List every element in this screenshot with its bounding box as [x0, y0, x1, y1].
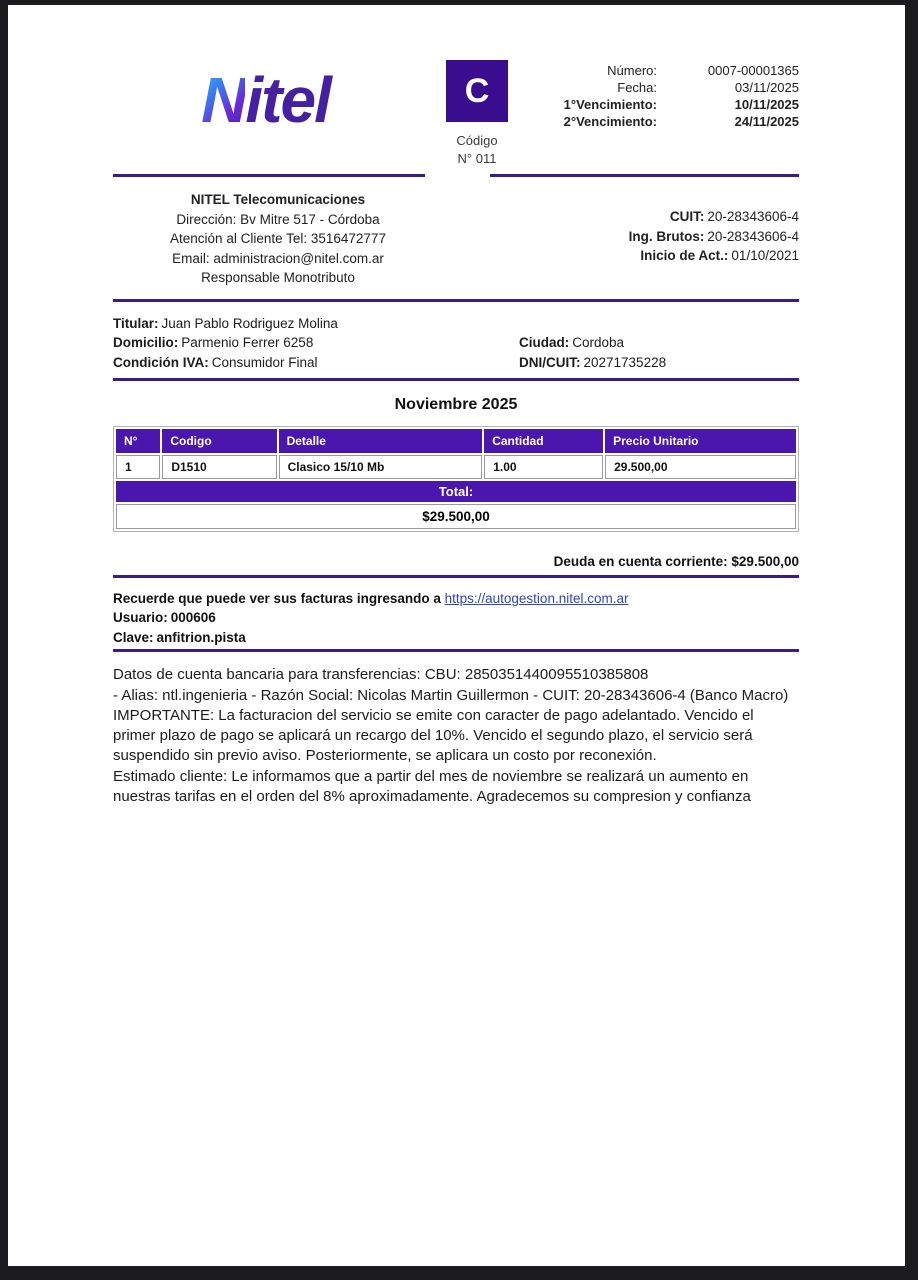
nitel-logo-rest: itel [245, 64, 330, 136]
brand-logo-wrap [113, 60, 418, 136]
invoice-header [113, 60, 799, 167]
invoice-type-badge: C [446, 60, 508, 122]
ciudad-value: Cordoba [572, 335, 625, 351]
header-divider-right [490, 174, 799, 177]
portal-clave [113, 628, 799, 648]
company-name: NITEL Telecomunicaciones [190, 192, 366, 208]
invoice-type-code [456, 132, 497, 167]
numero-value: 0007-00001365 [707, 63, 799, 78]
cuit-value: 20-28343606-4 [707, 209, 799, 225]
item-precio: 29.500,00 [605, 455, 796, 479]
usuario-value: 000606 [170, 610, 216, 626]
header-divider-gap [425, 174, 490, 177]
numero-label: Número: [607, 63, 657, 78]
codigo-label: Código [456, 133, 498, 148]
company-email: Email: administracion@nitel.com.ar [172, 250, 384, 266]
dni-cuit-label: DNI/CUIT: [519, 355, 581, 371]
vencimiento2-label: 2°Vencimiento: [563, 114, 657, 129]
clave-value: anfitrion.pista [156, 629, 246, 645]
company-tax-ids [443, 190, 799, 288]
invoice-page [8, 5, 905, 1266]
company-inicio-act [443, 246, 799, 266]
inicio-act-value: 01/10/2021 [731, 248, 799, 264]
total-value: $29.500,00 [116, 504, 796, 529]
ing-brutos-value: 20-28343606-4 [707, 228, 799, 244]
ciudad-label: Ciudad: [519, 335, 570, 351]
period-title: Noviembre 2025 [394, 395, 518, 413]
company-info [113, 190, 443, 288]
note-importante: IMPORTANTE: La facturacion del servicio se emite con caracter de pago adelantado. Vencido el primer plazo de pago se aplicará un recargo del 10%. Vencido el segundo plazo, el servicio será suspendido sin previo aviso. Posteriormente, se aplicara un costo por reconexión. [113, 706, 754, 765]
col-header-detalle: Detalle [279, 429, 483, 453]
condicion-iva-value: Consumidor Final [211, 355, 318, 371]
meta-row-numero [536, 64, 799, 77]
item-detalle: Clasico 15/10 Mb [279, 455, 483, 479]
section-divider-4 [113, 649, 799, 652]
codigo-number: N° 011 [457, 150, 497, 166]
col-header-codigo: Codigo [162, 429, 276, 453]
customer-row-condicion [113, 353, 799, 373]
note-bank-cbu: Datos de cuenta bancaria para transferencias: CBU: 2850351440095510385808 [113, 666, 649, 684]
nitel-logo-n: N [201, 64, 246, 136]
company-address: Dirección: Bv Mitre 517 - Córdoba [176, 211, 380, 227]
nitel-logo [201, 64, 330, 136]
company-cuit [443, 207, 799, 227]
item-cantidad: 1.00 [484, 455, 603, 479]
clave-label: Clave: [113, 629, 154, 645]
portal-reminder-text: Recuerde que puede ver sus facturas ingresando a [113, 590, 445, 606]
header-divider [113, 174, 799, 177]
customer-row-titular [113, 314, 799, 334]
total-label-row [116, 481, 796, 502]
note-aumento: Estimado cliente: Le informamos que a partir del mes de noviembre se realizará un aumento en nuestras tarifas en el orden del 8% aproximadamente. Agradecemos su compresion y confianza [113, 767, 751, 805]
total-value-row [116, 504, 796, 529]
invoice-type-column [418, 60, 536, 167]
section-divider-2 [113, 378, 799, 381]
invoice-meta [536, 60, 799, 132]
domicilio-value: Parmenio Ferrer 6258 [181, 335, 314, 351]
table-row [116, 455, 796, 479]
meta-row-fecha [536, 81, 799, 94]
item-numero: 1 [116, 455, 160, 479]
portal-usuario [113, 608, 799, 628]
customer-row-domicilio [113, 333, 799, 353]
titular-label: Titular: [113, 315, 159, 331]
items-table-header-row [116, 429, 796, 453]
domicilio-label: Domicilio: [113, 335, 179, 351]
customer-ciudad [519, 333, 799, 353]
cuit-label: CUIT: [669, 209, 705, 225]
customer-condicion-iva [113, 353, 519, 373]
vencimiento1-label: 1°Vencimiento: [563, 97, 657, 112]
col-header-precio: Precio Unitario [605, 429, 796, 453]
items-table-wrap [113, 426, 799, 532]
customer-section [113, 314, 799, 373]
usuario-label: Usuario: [113, 610, 168, 626]
fecha-label: Fecha: [617, 80, 657, 95]
debt-line: Deuda en cuenta corriente: $29.500,00 [553, 553, 799, 569]
notes-section [113, 665, 799, 807]
col-header-numero: N° [116, 429, 160, 453]
ing-brutos-label: Ing. Brutos: [628, 228, 705, 244]
dni-cuit-value: 20271735228 [583, 355, 667, 371]
portal-reminder-line [113, 589, 799, 609]
customer-titular [113, 314, 519, 334]
customer-domicilio [113, 333, 519, 353]
section-divider-1 [113, 299, 799, 302]
portal-section [113, 589, 799, 648]
customer-row-titular-spacer [519, 314, 799, 334]
items-table [114, 427, 798, 531]
fecha-value: 03/11/2025 [734, 80, 799, 95]
total-label: Total: [116, 481, 796, 502]
header-divider-left [113, 174, 425, 177]
meta-row-vencimiento-1 [536, 98, 799, 111]
item-codigo: D1510 [162, 455, 276, 479]
titular-value: Juan Pablo Rodriguez Molina [161, 315, 338, 331]
condicion-iva-label: Condición IVA: [113, 355, 209, 371]
company-section [113, 190, 799, 288]
vencimiento2-value: 24/11/2025 [734, 114, 799, 129]
customer-dni-cuit [519, 353, 799, 373]
portal-link[interactable]: https://autogestion.nitel.com.ar [444, 590, 629, 606]
meta-row-vencimiento-2 [536, 115, 799, 128]
inicio-act-label: Inicio de Act.: [640, 248, 729, 264]
note-bank-alias: - Alias: ntl.ingenieria - Razón Social: Nicolas Martin Guillermon - CUIT: 20-28343606-4 (Banco Macro) [113, 686, 789, 704]
section-divider-3 [113, 575, 799, 578]
company-ing-brutos [443, 227, 799, 247]
invoice-document [113, 60, 799, 807]
vencimiento1-value: 10/11/2025 [734, 97, 799, 112]
company-tax-status: Responsable Monotributo [201, 270, 355, 286]
col-header-cantidad: Cantidad [484, 429, 603, 453]
company-phone: Atención al Cliente Tel: 3516472777 [170, 231, 386, 247]
